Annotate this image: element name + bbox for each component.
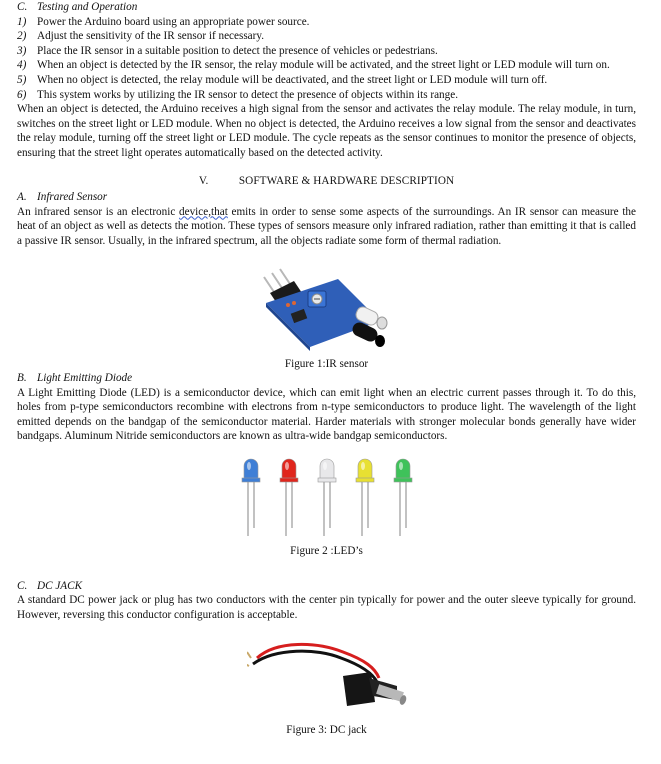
list-item: 2) Adjust the sensitivity of the IR sensor if necessary.: [17, 30, 265, 43]
testing-heading: [17, 0, 636, 15]
dc-paragraph: A standard DC power jack or plug has two conductors with the center pin typically for power and the outer sleeve typically for ground. However, reversing this conductor configuration is acceptable.: [17, 594, 636, 621]
list-item: 1) Power the Arduino board using an appropriate power source.: [17, 15, 310, 28]
section-title: SOFTWARE & HARDWARE DESCRIPTION: [238, 174, 455, 187]
led-1: [280, 459, 298, 536]
figure-3-caption: Figure 3: DC jack: [286, 724, 367, 737]
testing-heading-text: Testing and Operation: [37, 1, 138, 13]
ir-heading: A. Infrared Sensor: [17, 191, 108, 204]
list-item: 5) When no object is detected, the relay module will be deactivated, and the street light or LED module will turn off.: [17, 73, 548, 86]
led-3: [356, 459, 374, 536]
document-page: [17, 0, 636, 738]
figure-2-caption: Figure 2 :LED’s: [290, 545, 363, 558]
testing-steps: [17, 15, 636, 103]
led-0: [242, 459, 260, 536]
led-image: [237, 456, 417, 538]
dc-jack-image: [247, 638, 407, 723]
testing-paragraph: When an object is detected, the Arduino receives a high signal from the sensor and activates the relay module. The relay module, in turn, switches on the street light or LED module. When no object is detected, the Arduino receives a low signal from the sensor and deactivates the relay module, turning off the street light or LED module. The cycle repeats as the sensor continues to monitor the presence of objects, ensuring that the street light operates automatically based on the detected activity.: [17, 103, 636, 159]
led-paragraph: A Light Emitting Diode (LED) is a semiconductor device, which can emit light when an electric current passes through it. To do this, holes from p-type semiconductors recombine with electrons from n-type semiconductors to produce light. The wavelength of the light emitted depends on the bandgap of the semiconductor material. Harder materials with stronger molecular bonds generally have wider bandgaps. Aluminum Nitride semiconductors are known as ultra-wide bandgap semiconductors.: [17, 386, 636, 443]
dc-heading: C. DC JACK: [17, 579, 83, 592]
ir-paragraph: An infrared sensor is an electronic device,that emits in order to sense some aspects of the surroundings. An IR sensor can measure the heat of an object as well as detects the motion. These types of sensors measure only infrared radiation, rather than emitting it that is called a passive IR sensor. Usually, in the infrared spectrum, all the objects radiate some form of thermal radiation.: [17, 205, 636, 247]
ir-sensor-image: [252, 265, 402, 355]
list-item: 3) Place the IR sensor in a suitable position to detect the presence of vehicles or pedestrians.: [17, 44, 438, 57]
section-heading: [17, 174, 636, 189]
led-4: [394, 459, 412, 536]
led-2: [318, 459, 336, 536]
section-number: V.: [198, 174, 209, 187]
list-item: 4) When an object is detected by the IR sensor, the relay module will be activated, and the street light or LED module will turn on.: [17, 59, 610, 72]
testing-heading-number: C.: [17, 1, 28, 13]
led-heading: B. Light Emitting Diode: [17, 372, 133, 385]
spelling-squiggle: device,that: [179, 205, 228, 218]
list-item: 6) This system works by utilizing the IR sensor to detect the presence of objects within its range.: [17, 88, 458, 101]
figure-1-caption: Figure 1:IR sensor: [284, 357, 369, 370]
